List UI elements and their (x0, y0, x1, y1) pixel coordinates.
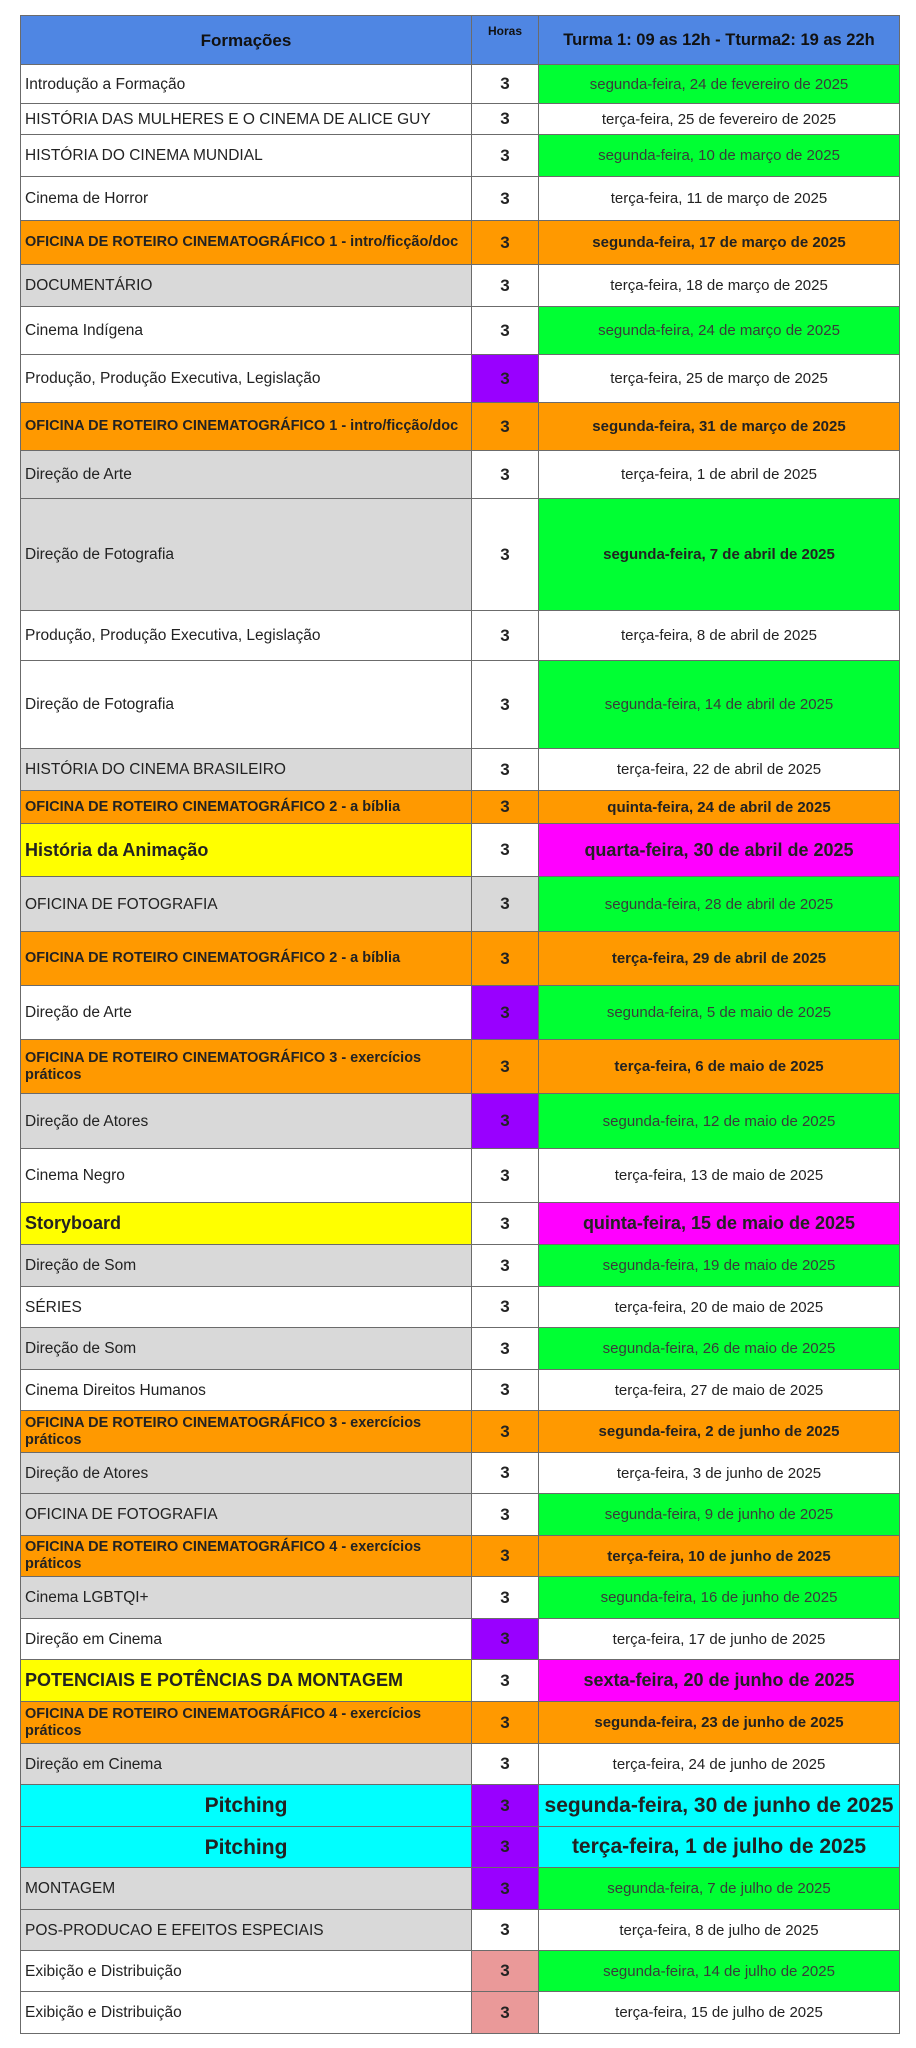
hours-cell: 3 (472, 877, 539, 932)
table-row (21, 65, 900, 104)
date-cell: segunda-feira, 30 de junho de 2025 (539, 1785, 900, 1827)
date-cell: quinta-feira, 15 de maio de 2025 (539, 1203, 900, 1245)
date-cell: sexta-feira, 20 de junho de 2025 (539, 1660, 900, 1702)
course-cell: Storyboard (21, 1203, 472, 1245)
table-row (21, 1910, 900, 1951)
hours-cell: 3 (472, 65, 539, 104)
date-cell: terça-feira, 1 de abril de 2025 (539, 451, 900, 499)
hours-cell: 3 (472, 1992, 539, 2034)
course-cell: POTENCIAIS E POTÊNCIAS DA MONTAGEM (21, 1660, 472, 1702)
hours-cell: 3 (472, 1094, 539, 1149)
date-cell: segunda-feira, 23 de junho de 2025 (539, 1702, 900, 1744)
table-row (21, 1785, 900, 1827)
table-body (21, 65, 900, 2034)
table-row (21, 499, 900, 611)
hours-cell: 3 (472, 1660, 539, 1702)
date-cell: terça-feira, 18 de março de 2025 (539, 265, 900, 307)
course-cell: OFICINA DE ROTEIRO CINEMATOGRÁFICO 1 - intro/ficção/doc (21, 221, 472, 265)
table-row (21, 1287, 900, 1328)
table-row (21, 1245, 900, 1287)
date-cell: terça-feira, 8 de julho de 2025 (539, 1910, 900, 1951)
course-cell: Exibição e Distribuição (21, 1992, 472, 2034)
date-cell: segunda-feira, 26 de maio de 2025 (539, 1328, 900, 1370)
course-cell: Direção de Som (21, 1245, 472, 1287)
date-cell: segunda-feira, 10 de março de 2025 (539, 135, 900, 177)
course-cell: Exibição e Distribuição (21, 1951, 472, 1992)
hours-cell: 3 (472, 1370, 539, 1411)
course-cell: Cinema Direitos Humanos (21, 1370, 472, 1411)
hours-cell: 3 (472, 307, 539, 355)
header-hours: Horas (472, 16, 539, 65)
hours-cell: 3 (472, 1827, 539, 1868)
date-cell: segunda-feira, 2 de junho de 2025 (539, 1411, 900, 1453)
course-cell: OFICINA DE FOTOGRAFIA (21, 1494, 472, 1536)
hours-cell: 3 (472, 1287, 539, 1328)
date-cell: terça-feira, 20 de maio de 2025 (539, 1287, 900, 1328)
hours-cell: 3 (472, 932, 539, 986)
course-cell: Direção de Fotografia (21, 661, 472, 749)
course-cell: SÉRIES (21, 1287, 472, 1328)
course-cell: OFICINA DE ROTEIRO CINEMATOGRÁFICO 4 - exercícios práticos (21, 1702, 472, 1744)
course-cell: OFICINA DE ROTEIRO CINEMATOGRÁFICO 3 - exercícios práticos (21, 1411, 472, 1453)
date-cell: segunda-feira, 14 de julho de 2025 (539, 1951, 900, 1992)
course-cell: Produção, Produção Executiva, Legislação (21, 611, 472, 661)
course-cell: Pitching (21, 1785, 472, 1827)
table-row (21, 791, 900, 824)
hours-cell: 3 (472, 104, 539, 135)
hours-cell: 3 (472, 1910, 539, 1951)
date-cell: terça-feira, 15 de julho de 2025 (539, 1992, 900, 2034)
hours-cell: 3 (472, 986, 539, 1040)
course-cell: História da Animação (21, 824, 472, 877)
table-row (21, 1370, 900, 1411)
date-cell: segunda-feira, 31 de março de 2025 (539, 403, 900, 451)
table-row (21, 1411, 900, 1453)
table-row (21, 986, 900, 1040)
table-row (21, 1094, 900, 1149)
date-cell: segunda-feira, 7 de julho de 2025 (539, 1868, 900, 1910)
date-cell: segunda-feira, 12 de maio de 2025 (539, 1094, 900, 1149)
date-cell: terça-feira, 10 de junho de 2025 (539, 1536, 900, 1577)
date-cell: terça-feira, 6 de maio de 2025 (539, 1040, 900, 1094)
course-cell: DOCUMENTÁRIO (21, 265, 472, 307)
table-row (21, 1992, 900, 2034)
hours-cell: 3 (472, 1536, 539, 1577)
table-row (21, 451, 900, 499)
hours-cell: 3 (472, 791, 539, 824)
hours-cell: 3 (472, 1619, 539, 1660)
date-cell: terça-feira, 24 de junho de 2025 (539, 1744, 900, 1785)
date-cell: terça-feira, 25 de fevereiro de 2025 (539, 104, 900, 135)
table-row (21, 104, 900, 135)
hours-cell: 3 (472, 221, 539, 265)
hours-cell: 3 (472, 1785, 539, 1827)
date-cell: terça-feira, 13 de maio de 2025 (539, 1149, 900, 1203)
hours-cell: 3 (472, 1245, 539, 1287)
date-cell: terça-feira, 17 de junho de 2025 (539, 1619, 900, 1660)
course-cell: Direção de Arte (21, 986, 472, 1040)
course-cell: HISTÓRIA DO CINEMA MUNDIAL (21, 135, 472, 177)
date-cell: quinta-feira, 24 de abril de 2025 (539, 791, 900, 824)
hours-cell: 3 (472, 661, 539, 749)
course-cell: Produção, Produção Executiva, Legislação (21, 355, 472, 403)
table-row (21, 1577, 900, 1619)
table-row (21, 403, 900, 451)
header-course: Formações (21, 16, 472, 65)
course-cell: MONTAGEM (21, 1868, 472, 1910)
date-cell: terça-feira, 29 de abril de 2025 (539, 932, 900, 986)
table-row (21, 661, 900, 749)
date-cell: segunda-feira, 14 de abril de 2025 (539, 661, 900, 749)
table-row (21, 1868, 900, 1910)
table-row (21, 1660, 900, 1702)
course-cell: OFICINA DE ROTEIRO CINEMATOGRÁFICO 3 - exercícios práticos (21, 1040, 472, 1094)
hours-cell: 3 (472, 1328, 539, 1370)
date-cell: terça-feira, 1 de julho de 2025 (539, 1827, 900, 1868)
course-cell: Cinema Indígena (21, 307, 472, 355)
table-row (21, 749, 900, 791)
date-cell: segunda-feira, 24 de março de 2025 (539, 307, 900, 355)
hours-cell: 3 (472, 499, 539, 611)
hours-cell: 3 (472, 1203, 539, 1245)
hours-cell: 3 (472, 1702, 539, 1744)
hours-cell: 3 (472, 403, 539, 451)
table-row (21, 307, 900, 355)
course-cell: OFICINA DE FOTOGRAFIA (21, 877, 472, 932)
hours-cell: 3 (472, 1577, 539, 1619)
hours-cell: 3 (472, 265, 539, 307)
date-cell: terça-feira, 11 de março de 2025 (539, 177, 900, 221)
table-row (21, 1328, 900, 1370)
table-row (21, 1619, 900, 1660)
hours-cell: 3 (472, 135, 539, 177)
course-cell: Direção de Atores (21, 1094, 472, 1149)
date-cell: terça-feira, 27 de maio de 2025 (539, 1370, 900, 1411)
hours-cell: 3 (472, 1868, 539, 1910)
hours-cell: 3 (472, 1411, 539, 1453)
hours-cell: 3 (472, 355, 539, 403)
hours-cell: 3 (472, 1453, 539, 1494)
table-row (21, 135, 900, 177)
schedule-table (20, 15, 900, 2034)
course-cell: Pitching (21, 1827, 472, 1868)
course-cell: Direção em Cinema (21, 1619, 472, 1660)
table-row (21, 1702, 900, 1744)
course-cell: OFICINA DE ROTEIRO CINEMATOGRÁFICO 2 - a bíblia (21, 932, 472, 986)
hours-cell: 3 (472, 611, 539, 661)
course-cell: Direção de Som (21, 1328, 472, 1370)
hours-cell: 3 (472, 177, 539, 221)
date-cell: terça-feira, 8 de abril de 2025 (539, 611, 900, 661)
date-cell: segunda-feira, 5 de maio de 2025 (539, 986, 900, 1040)
hours-cell: 3 (472, 451, 539, 499)
course-cell: OFICINA DE ROTEIRO CINEMATOGRÁFICO 1 - intro/ficção/doc (21, 403, 472, 451)
date-cell: segunda-feira, 19 de maio de 2025 (539, 1245, 900, 1287)
table-row (21, 611, 900, 661)
table-row (21, 1744, 900, 1785)
table-row (21, 265, 900, 307)
table-row (21, 1040, 900, 1094)
date-cell: terça-feira, 25 de março de 2025 (539, 355, 900, 403)
header-schedule: Turma 1: 09 as 12h - Tturma2: 19 as 22h (539, 16, 900, 65)
hours-cell: 3 (472, 1040, 539, 1094)
date-cell: segunda-feira, 7 de abril de 2025 (539, 499, 900, 611)
hours-cell: 3 (472, 1149, 539, 1203)
date-cell: segunda-feira, 24 de fevereiro de 2025 (539, 65, 900, 104)
date-cell: terça-feira, 22 de abril de 2025 (539, 749, 900, 791)
course-cell: HISTÓRIA DO CINEMA BRASILEIRO (21, 749, 472, 791)
hours-cell: 3 (472, 1744, 539, 1785)
table-row (21, 221, 900, 265)
hours-cell: 3 (472, 1951, 539, 1992)
date-cell: quarta-feira, 30 de abril de 2025 (539, 824, 900, 877)
table-row (21, 824, 900, 877)
course-cell: Cinema Negro (21, 1149, 472, 1203)
course-cell: OFICINA DE ROTEIRO CINEMATOGRÁFICO 2 - a bíblia (21, 791, 472, 824)
table-row (21, 177, 900, 221)
course-cell: Direção de Arte (21, 451, 472, 499)
course-cell: Introdução a Formação (21, 65, 472, 104)
header-row (21, 16, 900, 65)
date-cell: segunda-feira, 16 de junho de 2025 (539, 1577, 900, 1619)
date-cell: segunda-feira, 9 de junho de 2025 (539, 1494, 900, 1536)
course-cell: POS-PRODUCAO E EFEITOS ESPECIAIS (21, 1910, 472, 1951)
table-row (21, 1453, 900, 1494)
course-cell: Direção em Cinema (21, 1744, 472, 1785)
hours-cell: 3 (472, 749, 539, 791)
date-cell: segunda-feira, 17 de março de 2025 (539, 221, 900, 265)
table-row (21, 1951, 900, 1992)
table-row (21, 932, 900, 986)
table-row (21, 1827, 900, 1868)
table-row (21, 1203, 900, 1245)
course-cell: Cinema de Horror (21, 177, 472, 221)
hours-cell: 3 (472, 824, 539, 877)
table-row (21, 1536, 900, 1577)
table-row (21, 355, 900, 403)
date-cell: segunda-feira, 28 de abril de 2025 (539, 877, 900, 932)
course-cell: Direção de Fotografia (21, 499, 472, 611)
table-row (21, 1149, 900, 1203)
course-cell: Cinema LGBTQI+ (21, 1577, 472, 1619)
table-row (21, 877, 900, 932)
hours-cell: 3 (472, 1494, 539, 1536)
course-cell: OFICINA DE ROTEIRO CINEMATOGRÁFICO 4 - exercícios práticos (21, 1536, 472, 1577)
table-row (21, 1494, 900, 1536)
date-cell: terça-feira, 3 de junho de 2025 (539, 1453, 900, 1494)
course-cell: Direção de Atores (21, 1453, 472, 1494)
course-cell: HISTÓRIA DAS MULHERES E O CINEMA DE ALICE GUY (21, 104, 472, 135)
